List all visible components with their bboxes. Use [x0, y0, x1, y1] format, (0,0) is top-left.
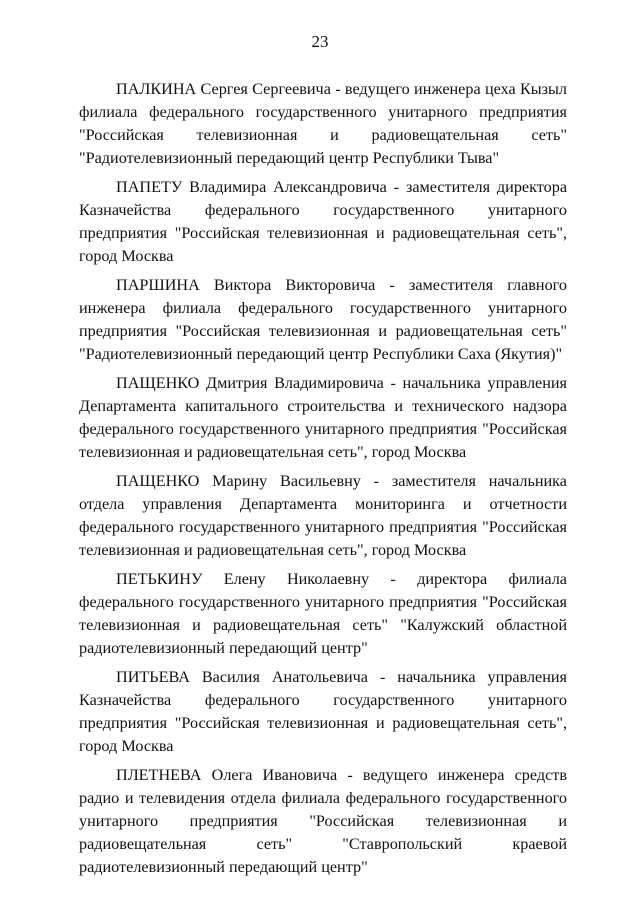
document-body — [79, 78, 567, 885]
page-number: 23 — [311, 32, 329, 51]
list-item: ПАПЕТУ Владимира Александровича - заместителя директора Казначейства федерального государственного унитарного предприятия "Российская телевизионная и радиовещательная сеть", город Москва — [79, 178, 567, 265]
list-item: ПЛЕТНЕВА Олега Ивановича - ведущего инженера средств радио и телевидения отдела филиала федерального государственного унитарного предприятия "Российская телевизионная и радиовещательная сеть" "Ставропольский краевой радиотелевизионный передающий центр" — [79, 766, 567, 876]
list-item: ПАЩЕНКО Марину Васильевну - заместителя начальника отдела управления Департамента мониторинга и отчетности федерального государственного унитарного предприятия "Российская телевизионная и радиовещательная сеть", город Москва — [79, 472, 567, 559]
list-item: ПАРШИНА Виктора Викторовича - заместителя главного инженера филиала федерального государственного унитарного предприятия "Российская телевизионная и радиовещательная сеть" "Радиотелевизионный передающий центр Республики Саха (Якутия)" — [79, 276, 567, 363]
list-item: ПЕТЬКИНУ Елену Николаевну - директора филиала федерального государственного унитарного предприятия "Российская телевизионная и радиовещательная сеть" "Калужский областной радиотелевизионный передающий центр" — [79, 570, 567, 657]
list-item: ПИТЬЕВА Василия Анатольевича - начальника управления Казначейства федерального государственного унитарного предприятия "Российская телевизионная и радиовещательная сеть", город Москва — [79, 668, 567, 755]
list-item: ПАЛКИНА Сергея Сергеевича - ведущего инженера цеха Кызыл филиала федерального государственного унитарного предприятия "Российская телевизионная и радиовещательная сеть" "Радиотелевизионный передающий центр Республики Тыва" — [79, 80, 567, 167]
list-item: ПАЩЕНКО Дмитрия Владимировича - начальника управления Департамента капитального строительства и технического надзора федерального государственного унитарного предприятия "Российская телевизионная и радиовещательная сеть", город Москва — [79, 374, 567, 461]
